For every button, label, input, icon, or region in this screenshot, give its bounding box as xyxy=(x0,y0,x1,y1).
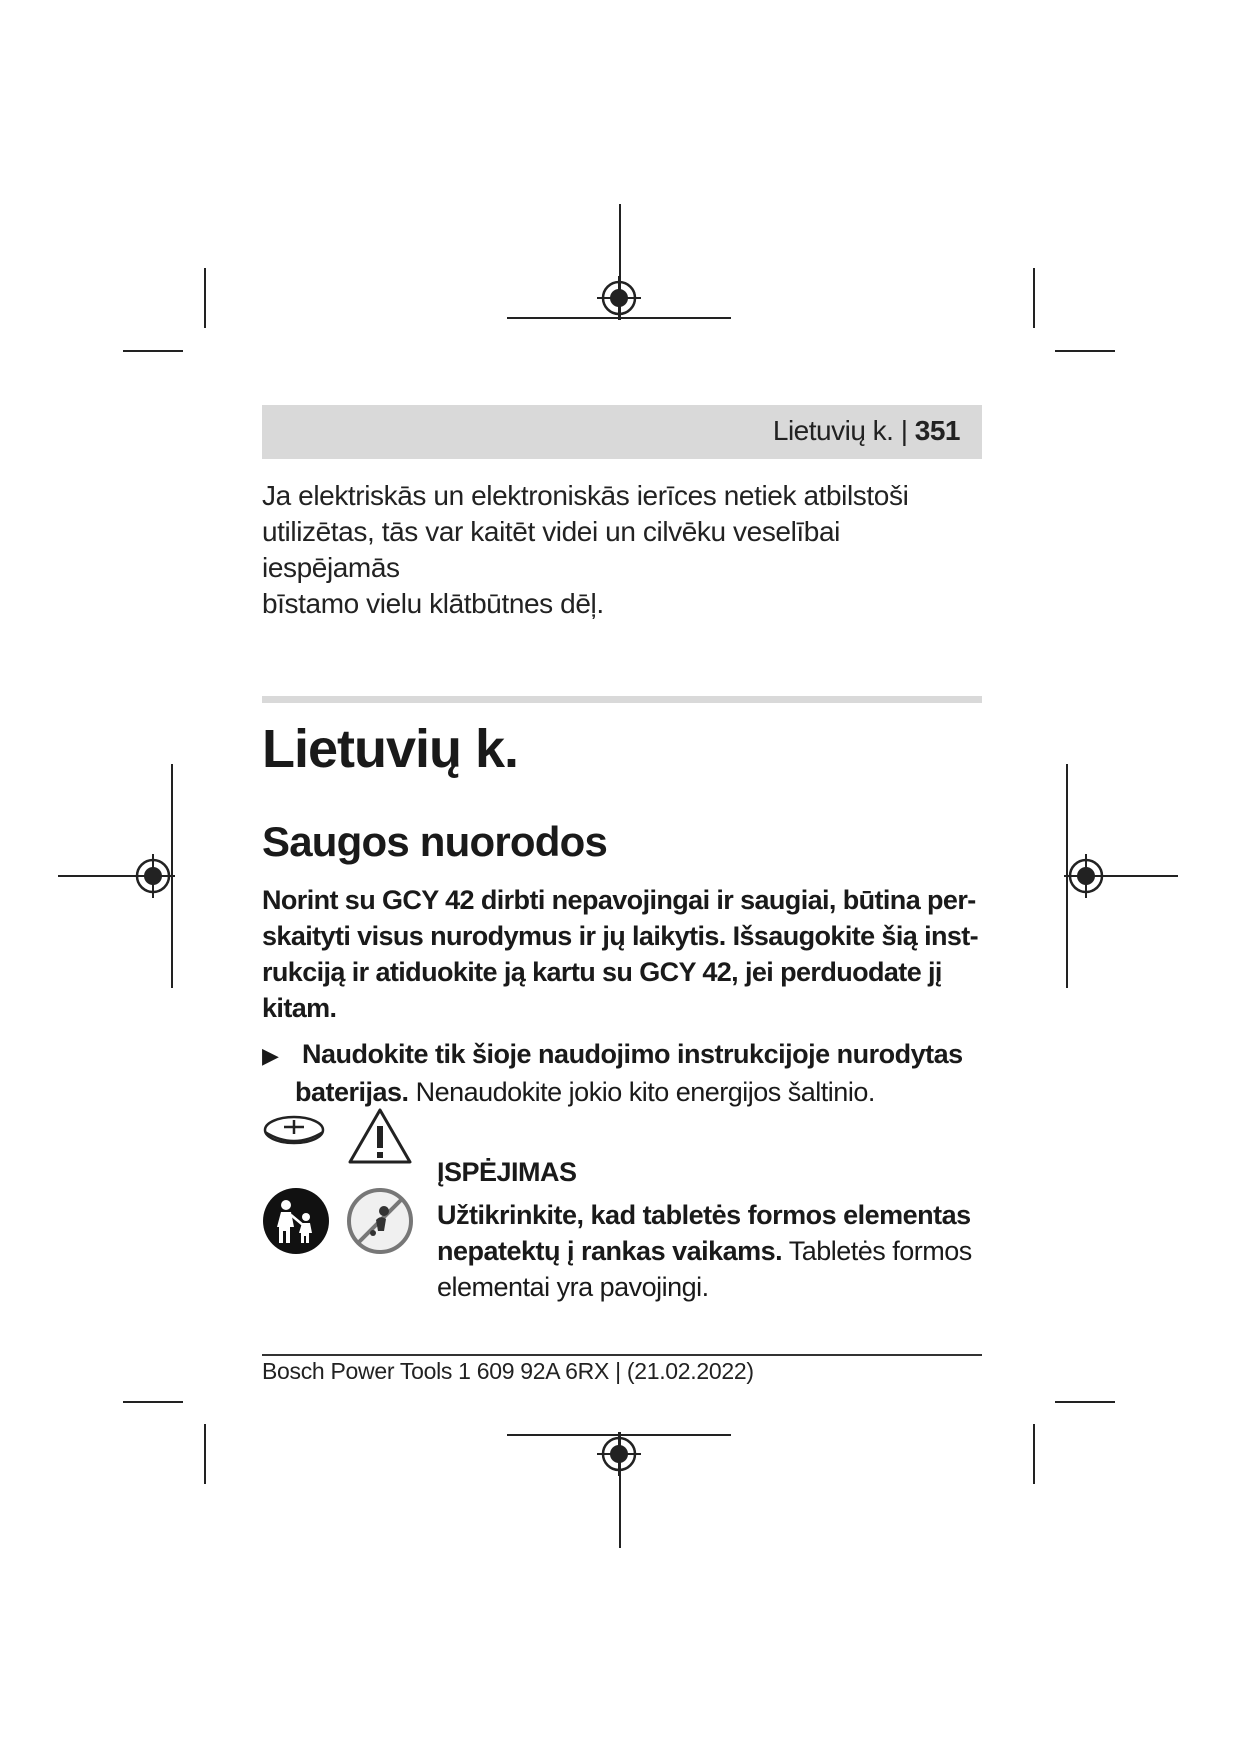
crop-mark xyxy=(1055,350,1115,352)
bullet-text: Nenaudokite jokio kito energijos šaltinio. xyxy=(408,1077,875,1107)
warning-bold-text: nepatektų į rankas vaikams. xyxy=(437,1236,783,1266)
footer-divider xyxy=(262,1354,982,1356)
warning-text: Tabletės formos xyxy=(782,1236,972,1266)
bullet-bold-text: baterijas. xyxy=(295,1077,409,1107)
crop-mark xyxy=(204,268,206,328)
registration-target-icon xyxy=(597,276,641,320)
lead-line: rukciją ir atiduokite ją kartu su GCY 42, jei perduodate jį xyxy=(262,957,942,987)
header-text xyxy=(773,415,960,447)
page-number: 351 xyxy=(914,415,960,446)
intro-paragraph xyxy=(262,478,982,622)
registration-target-icon xyxy=(597,1432,641,1476)
keep-away-from-children-icon xyxy=(262,1187,330,1255)
crop-mark xyxy=(204,1424,206,1484)
crop-mark xyxy=(123,1401,183,1403)
crop-mark xyxy=(1033,268,1035,328)
lead-line: kitam. xyxy=(262,993,337,1023)
registration-target-icon xyxy=(1064,854,1108,898)
lead-line: Norint su GCY 42 dirbti nepavojingai ir saugiai, būtina per- xyxy=(262,885,976,915)
intro-line: Ja elektriskās un elektroniskās ierīces netiek atbilstoši xyxy=(262,480,909,511)
bullet-item xyxy=(262,1036,982,1110)
lead-paragraph xyxy=(262,882,982,1026)
crop-mark xyxy=(1055,1401,1115,1403)
section-divider xyxy=(262,696,982,703)
section-subtitle: Saugos nuorodos xyxy=(262,818,608,865)
registration-target-icon xyxy=(131,854,175,898)
bullet-bold-text: Naudokite tik šioje naudojimo instrukcijoje nurodytas xyxy=(302,1039,963,1069)
warning-bold-text: Užtikrinkite, kad tabletės formos elementas xyxy=(437,1200,971,1230)
section-title: Lietuvių k. xyxy=(262,719,519,779)
intro-line: utilizētas, tās var kaitēt videi un cilvēku veselībai iespējamās xyxy=(262,516,840,583)
warning-title: ĮSPĖJIMAS xyxy=(437,1157,577,1187)
bullet-arrow-icon: ▶ xyxy=(262,1043,279,1068)
crop-mark xyxy=(123,350,183,352)
coin-battery-icon xyxy=(262,1112,326,1148)
warning-triangle-icon xyxy=(346,1106,414,1166)
header-section: Lietuvių k. | xyxy=(772,415,908,446)
warning-text: elementai yra pavojingi. xyxy=(437,1272,709,1302)
page-header xyxy=(262,405,982,459)
page-footer: Bosch Power Tools 1 609 92A 6RX | (21.02.2022) xyxy=(262,1358,754,1384)
lead-line: skaityti visus nurodymus ir jų laikytis. Išsaugokite šią inst- xyxy=(262,921,979,951)
intro-line: bīstamo vielu klātbūtnes dēļ. xyxy=(262,588,604,619)
crop-mark xyxy=(1033,1424,1035,1484)
do-not-swallow-icon xyxy=(346,1187,414,1255)
warning-body xyxy=(437,1197,997,1305)
